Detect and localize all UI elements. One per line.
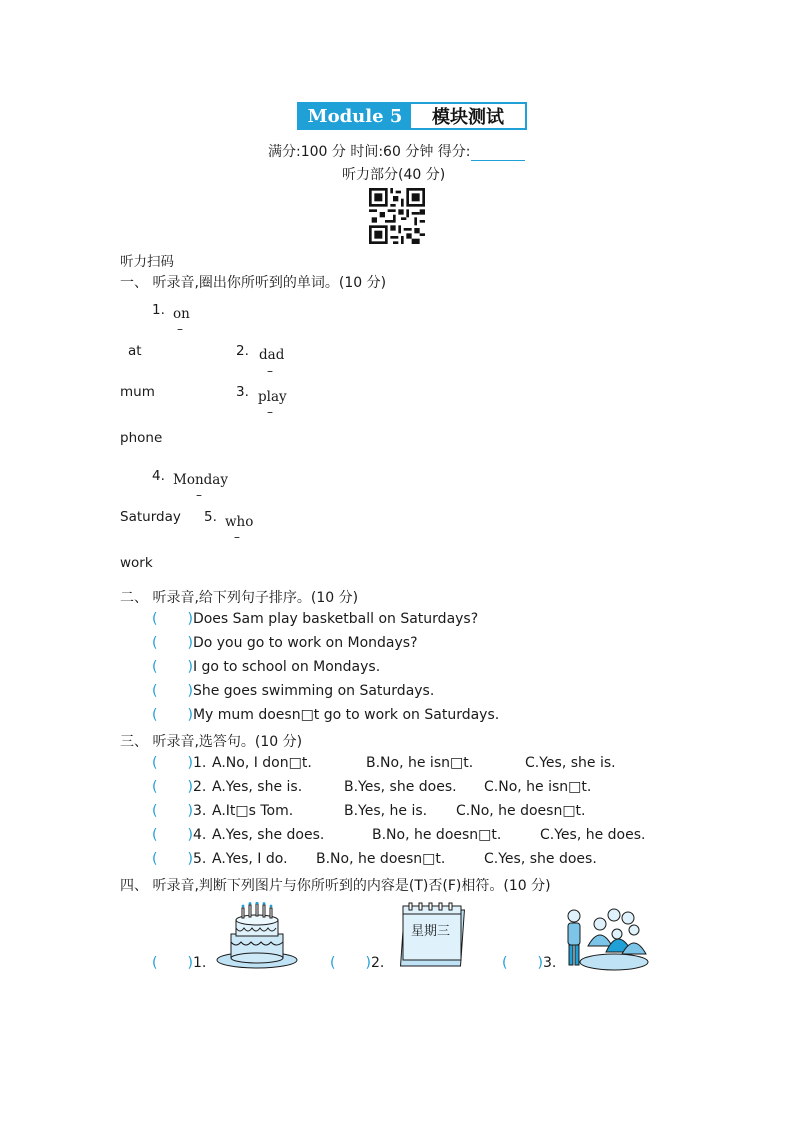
s3-row-2-option-b: B.Yes, she does. [344, 779, 457, 795]
s3-row-5-option-a: A.Yes, I do. [212, 851, 288, 867]
s1-item3-word-b[interactable]: phone [120, 430, 163, 446]
s1-item4-dash: – [196, 488, 202, 502]
s1-item1-word-a[interactable]: on [173, 306, 190, 322]
s3-row-3-option-c: C.No, he doesn□t. [456, 803, 586, 819]
section2-heading: 二、 听录音,给下列句子排序。(10 分) [120, 590, 359, 606]
s3-row-5-option-c: C.Yes, she does. [484, 851, 597, 867]
s2-row-4 [152, 683, 434, 699]
s1-item5-word-a[interactable]: who [225, 514, 254, 530]
answer-paren-close: ) [187, 755, 193, 771]
s1-item5-num: 5. [204, 509, 217, 525]
s3-num: 2. [192, 779, 207, 795]
s3-row-1-option-b: B.No, he isn□t. [366, 755, 474, 771]
s1-item2-dash: – [267, 364, 273, 378]
answer-paren-close: ) [187, 635, 193, 651]
answer-paren-close: ) [187, 803, 193, 819]
answer-paren-close: ) [187, 955, 193, 971]
answer-paren-open: ( [152, 707, 158, 723]
answer-paren-open: ( [152, 779, 158, 795]
answer-paren-open: ( [152, 755, 158, 771]
module-subtitle: 模块测试 [432, 107, 504, 128]
s3-row-3-option-b: B.Yes, he is. [344, 803, 428, 819]
answer-paren-open: ( [152, 827, 158, 843]
section4-heading: 四、 听录音,判断下列图片与你所听到的内容是(T)否(F)相符。(10 分) [120, 878, 551, 894]
section3-heading: 三、 听录音,选答句。(10 分) [120, 734, 303, 750]
s4-row-2-answer [330, 955, 384, 971]
s1-item2-num: 2. [236, 343, 249, 359]
score-meta-text: 满分:100 分 时间:60 分钟 得分: [268, 144, 471, 160]
s1-item3-dash: – [267, 405, 273, 419]
s2-row-2 [152, 635, 418, 651]
s3-row-5-answer [152, 851, 206, 867]
answer-paren-open: ( [502, 955, 508, 971]
s1-item1-num: 1. [152, 302, 165, 318]
qr-code-image [369, 188, 425, 244]
s4-row-3-answer [502, 955, 556, 971]
s3-num: 3. [192, 803, 207, 819]
section1-heading: 一、 听录音,圈出你所听到的单词。(10 分) [120, 275, 387, 291]
s1-item2-word-a[interactable]: dad [259, 347, 285, 363]
s1-item1-dash: – [177, 322, 183, 336]
s3-row-1-option-c: C.Yes, she is. [525, 755, 616, 771]
s2-sentence: She goes swimming on Saturdays. [192, 683, 435, 699]
s2-sentence: I go to school on Mondays. [192, 659, 381, 675]
s2-row-3 [152, 659, 380, 675]
module-title-box [297, 102, 527, 130]
s3-row-2-option-c: C.No, he isn□t. [484, 779, 592, 795]
module-label: Module 5 [299, 104, 411, 128]
answer-paren-close: ) [187, 683, 193, 699]
s3-row-3-answer [152, 803, 206, 819]
s3-row-4-option-c: C.Yes, he does. [540, 827, 646, 843]
answer-paren-open: ( [330, 955, 336, 971]
calendar-day-text: 星期三 [411, 924, 451, 939]
answer-paren-close: ) [537, 955, 543, 971]
answer-paren-open: ( [152, 611, 158, 627]
s4-num: 2. [370, 955, 385, 971]
s3-row-1-option-a: A.No, I don□t. [212, 755, 312, 771]
s3-row-2-option-a: A.Yes, she is. [212, 779, 303, 795]
s1-item3-num: 3. [236, 384, 249, 400]
s1-item4-num: 4. [152, 468, 165, 484]
s1-item1-word-b[interactable]: at [128, 343, 142, 359]
answer-paren-open: ( [152, 659, 158, 675]
s1-item5-word-b[interactable]: work [120, 555, 153, 571]
s3-num: 5. [192, 851, 207, 867]
s4-num: 3. [542, 955, 557, 971]
s3-row-4-answer [152, 827, 206, 843]
s1-item4-word-b[interactable]: Saturday [120, 509, 181, 525]
s3-row-4-option-b: B.No, he doesn□t. [372, 827, 502, 843]
answer-paren-open: ( [152, 635, 158, 651]
s3-num: 4. [192, 827, 207, 843]
s3-row-3-option-a: A.It□s Tom. [212, 803, 294, 819]
s3-num: 1. [192, 755, 207, 771]
s2-sentence: My mum doesn□t go to work on Saturdays. [192, 707, 500, 723]
answer-paren-open: ( [152, 803, 158, 819]
answer-paren-close: ) [187, 611, 193, 627]
score-meta [268, 141, 525, 161]
birthday-cake-image [214, 902, 300, 970]
s2-row-5 [152, 707, 499, 723]
s4-row-1-answer [152, 955, 206, 971]
s1-item4-word-a[interactable]: Monday [173, 472, 228, 488]
answer-paren-close: ) [187, 659, 193, 675]
family-people-image [562, 906, 650, 972]
answer-paren-close: ) [187, 851, 193, 867]
answer-paren-open: ( [152, 683, 158, 699]
answer-paren-close: ) [187, 779, 193, 795]
s2-row-1 [152, 611, 478, 627]
s2-sentence: Does Sam play basketball on Saturdays? [192, 611, 479, 627]
s3-row-2-answer [152, 779, 206, 795]
s4-num: 1. [192, 955, 207, 971]
s1-item2-word-b[interactable]: mum [120, 384, 155, 400]
calendar-image [399, 902, 469, 970]
s1-item3-word-a[interactable]: play [258, 389, 287, 405]
s3-row-1-answer [152, 755, 206, 771]
answer-paren-open: ( [152, 851, 158, 867]
s3-row-4-option-a: A.Yes, she does. [212, 827, 325, 843]
answer-paren-open: ( [152, 955, 158, 971]
s3-row-5-option-b: B.No, he doesn□t. [316, 851, 446, 867]
s1-item5-dash: – [234, 530, 240, 544]
s2-sentence: Do you go to work on Mondays? [192, 635, 418, 651]
answer-paren-close: ) [365, 955, 371, 971]
score-blank[interactable] [471, 146, 525, 161]
answer-paren-close: ) [187, 827, 193, 843]
listening-part-label: 听力部分(40 分) [342, 167, 446, 183]
answer-paren-close: ) [187, 707, 193, 723]
qr-label: 听力扫码 [120, 254, 174, 270]
